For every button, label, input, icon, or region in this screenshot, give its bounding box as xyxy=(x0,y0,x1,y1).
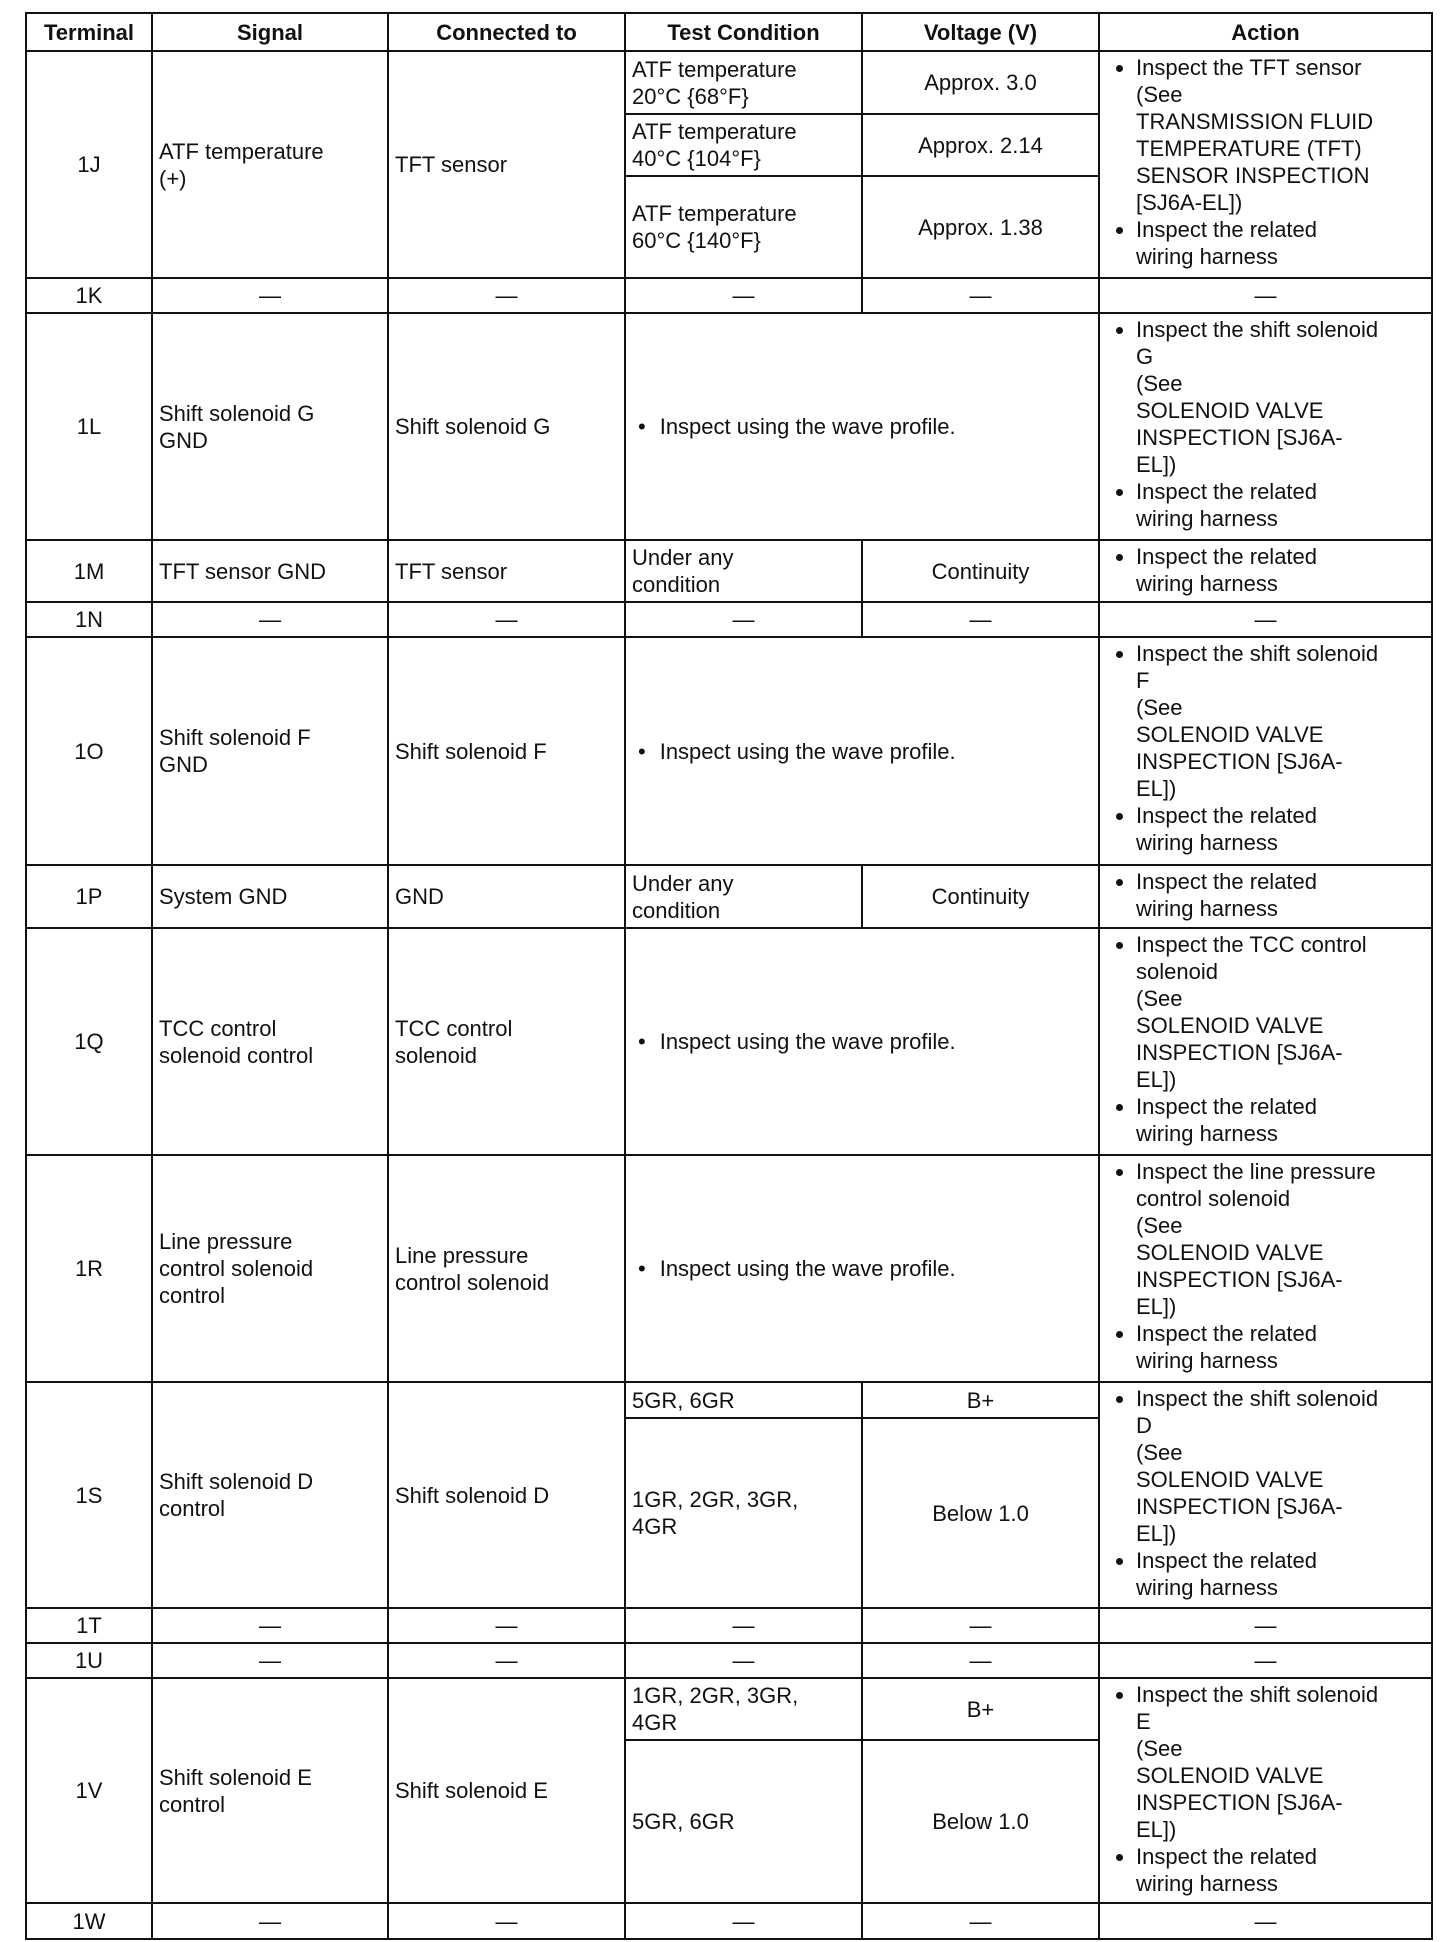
voltage-cell: Approx. 1.38 xyxy=(862,176,1099,278)
header-terminal: Terminal xyxy=(26,13,152,51)
terminal-cell: 1J xyxy=(26,51,152,278)
connected-to-cell: Shift solenoid D xyxy=(388,1382,625,1608)
action-list xyxy=(1106,868,1425,922)
action-cell xyxy=(1099,928,1432,1155)
signal-cell: Shift solenoid D control xyxy=(152,1382,388,1608)
test-condition-cell: ATF temperature 60°C {140°F} xyxy=(625,176,862,278)
table-row xyxy=(26,865,1432,928)
test-condition-cell: ATF temperature 20°C {68°F} xyxy=(625,51,862,114)
terminal-cell: 1K xyxy=(26,278,152,313)
table-row xyxy=(26,1903,1432,1939)
test-condition-cell xyxy=(625,313,1099,540)
terminal-cell: 1S xyxy=(26,1382,152,1608)
bullet-icon: • xyxy=(638,738,646,764)
terminal-cell: 1T xyxy=(26,1608,152,1643)
action-cell: — xyxy=(1099,602,1432,637)
action-cell xyxy=(1099,637,1432,865)
voltage-cell: — xyxy=(862,1903,1099,1939)
voltage-cell: Below 1.0 xyxy=(862,1740,1099,1903)
action-item: • Inspect the TFT sensor (See TRANSMISSION FLUID TEMPERATURE (TFT) SENSOR INSPECTION [SJ6A-EL]) xyxy=(1136,54,1425,216)
signal-cell: TFT sensor GND xyxy=(152,540,388,602)
voltage-cell: Continuity xyxy=(862,865,1099,928)
table-row xyxy=(26,540,1432,602)
test-condition-cell xyxy=(625,637,1099,865)
connected-to-cell: Shift solenoid F xyxy=(388,637,625,865)
voltage-cell: B+ xyxy=(862,1382,1099,1418)
terminal-cell: 1P xyxy=(26,865,152,928)
test-condition-cell: — xyxy=(625,278,862,313)
table-row xyxy=(26,928,1432,1155)
header-voltage: Voltage (V) xyxy=(862,13,1099,51)
test-condition-cell: 1GR, 2GR, 3GR, 4GR xyxy=(625,1678,862,1740)
test-condition-cell: — xyxy=(625,1643,862,1678)
action-list xyxy=(1106,1158,1425,1374)
header-signal: Signal xyxy=(152,13,388,51)
voltage-cell: — xyxy=(862,1643,1099,1678)
action-item: • Inspect the shift solenoid E (See SOLENOID VALVE INSPECTION [SJ6A- EL]) xyxy=(1136,1681,1425,1843)
test-condition-cell: 5GR, 6GR xyxy=(625,1382,862,1418)
test-condition-cell: 1GR, 2GR, 3GR, 4GR xyxy=(625,1418,862,1608)
wave-profile-text: Inspect using the wave profile. xyxy=(659,1256,956,1281)
wave-profile-text: Inspect using the wave profile. xyxy=(659,738,956,764)
action-item: • Inspect the related wiring harness xyxy=(1136,1093,1425,1147)
action-list xyxy=(1106,316,1425,532)
table-row xyxy=(26,1643,1432,1678)
voltage-cell: B+ xyxy=(862,1678,1099,1740)
action-cell xyxy=(1099,1155,1432,1382)
terminal-table xyxy=(25,12,1433,1940)
connected-to-cell: Shift solenoid G xyxy=(388,313,625,540)
terminal-cell: 1U xyxy=(26,1643,152,1678)
action-item: • Inspect the related wiring harness xyxy=(1136,802,1425,856)
header-row xyxy=(26,13,1432,51)
signal-cell: TCC control solenoid control xyxy=(152,928,388,1155)
action-list xyxy=(1106,640,1425,856)
test-condition-cell: — xyxy=(625,1608,862,1643)
terminal-cell: 1V xyxy=(26,1678,152,1903)
connected-to-cell: Line pressure control solenoid xyxy=(388,1155,625,1382)
action-item: • Inspect the TCC control solenoid (See SOLENOID VALVE INSPECTION [SJ6A- EL]) xyxy=(1136,931,1425,1093)
action-cell xyxy=(1099,1678,1432,1903)
action-cell xyxy=(1099,540,1432,602)
action-cell xyxy=(1099,865,1432,928)
action-list xyxy=(1106,1681,1425,1897)
voltage-cell: Continuity xyxy=(862,540,1099,602)
voltage-cell: Below 1.0 xyxy=(862,1418,1099,1608)
terminal-cell: 1O xyxy=(26,637,152,865)
signal-cell: Shift solenoid G GND xyxy=(152,313,388,540)
wave-profile-text: Inspect using the wave profile. xyxy=(659,1029,956,1054)
table-row xyxy=(26,313,1432,540)
test-condition-cell: ATF temperature 40°C {104°F} xyxy=(625,114,862,176)
signal-cell: — xyxy=(152,278,388,313)
connected-to-cell: GND xyxy=(388,865,625,928)
action-cell: — xyxy=(1099,278,1432,313)
table-row xyxy=(26,278,1432,313)
connected-to-cell: Shift solenoid E xyxy=(388,1678,625,1903)
connected-to-cell: — xyxy=(388,602,625,637)
signal-cell: System GND xyxy=(152,865,388,928)
table-row xyxy=(26,1155,1432,1382)
header-test-condition: Test Condition xyxy=(625,13,862,51)
table-row xyxy=(26,1382,1432,1418)
signal-cell: — xyxy=(152,1608,388,1643)
action-list xyxy=(1106,931,1425,1147)
table-row xyxy=(26,1678,1432,1740)
test-condition-cell xyxy=(625,1155,1099,1382)
signal-cell: — xyxy=(152,602,388,637)
action-cell xyxy=(1099,51,1432,278)
action-list xyxy=(1106,54,1425,270)
header-connected-to: Connected to xyxy=(388,13,625,51)
action-item: • Inspect the line pressure control solenoid (See SOLENOID VALVE INSPECTION [SJ6A- EL]) xyxy=(1136,1158,1425,1320)
table-row xyxy=(26,51,1432,114)
action-item: • Inspect the related wiring harness xyxy=(1136,1547,1425,1601)
action-item: • Inspect the related wiring harness xyxy=(1136,868,1425,922)
action-cell: — xyxy=(1099,1643,1432,1678)
test-condition-cell xyxy=(625,928,1099,1155)
connected-to-cell: — xyxy=(388,1903,625,1939)
table-row xyxy=(26,1608,1432,1643)
voltage-cell: Approx. 3.0 xyxy=(862,51,1099,114)
voltage-cell: Approx. 2.14 xyxy=(862,114,1099,176)
terminal-cell: 1L xyxy=(26,313,152,540)
terminal-cell: 1R xyxy=(26,1155,152,1382)
action-cell xyxy=(1099,1382,1432,1608)
voltage-cell: — xyxy=(862,602,1099,637)
signal-cell: ATF temperature (+) xyxy=(152,51,388,278)
terminal-cell: 1N xyxy=(26,602,152,637)
signal-cell: Line pressure control solenoid control xyxy=(152,1155,388,1382)
action-item: • Inspect the shift solenoid G (See SOLENOID VALVE INSPECTION [SJ6A- EL]) xyxy=(1136,316,1425,478)
terminal-cell: 1M xyxy=(26,540,152,602)
action-list xyxy=(1106,543,1425,597)
action-item: • Inspect the related wiring harness xyxy=(1136,216,1425,270)
bullet-icon: • xyxy=(638,414,646,439)
connected-to-cell: TFT sensor xyxy=(388,51,625,278)
terminal-cell: 1W xyxy=(26,1903,152,1939)
test-condition-cell: — xyxy=(625,1903,862,1939)
action-cell xyxy=(1099,313,1432,540)
action-item: • Inspect the related wiring harness xyxy=(1136,1843,1425,1897)
action-list xyxy=(1106,1385,1425,1601)
test-condition-cell: Under any condition xyxy=(625,865,862,928)
test-condition-cell: 5GR, 6GR xyxy=(625,1740,862,1903)
connected-to-cell: TCC control solenoid xyxy=(388,928,625,1155)
signal-cell: — xyxy=(152,1903,388,1939)
action-item: • Inspect the related wiring harness xyxy=(1136,1320,1425,1374)
test-condition-cell: Under any condition xyxy=(625,540,862,602)
voltage-cell: — xyxy=(862,1608,1099,1643)
signal-cell: Shift solenoid F GND xyxy=(152,637,388,865)
bullet-icon: • xyxy=(638,1256,646,1281)
terminal-cell: 1Q xyxy=(26,928,152,1155)
signal-cell: — xyxy=(152,1643,388,1678)
wave-profile-text: Inspect using the wave profile. xyxy=(659,414,956,439)
table-row xyxy=(26,602,1432,637)
connected-to-cell: — xyxy=(388,278,625,313)
signal-cell: Shift solenoid E control xyxy=(152,1678,388,1903)
table-row xyxy=(26,637,1432,865)
test-condition-cell: — xyxy=(625,602,862,637)
action-item: • Inspect the shift solenoid D (See SOLENOID VALVE INSPECTION [SJ6A- EL]) xyxy=(1136,1385,1425,1547)
action-cell: — xyxy=(1099,1608,1432,1643)
action-cell: — xyxy=(1099,1903,1432,1939)
connected-to-cell: — xyxy=(388,1643,625,1678)
header-action: Action xyxy=(1099,13,1432,51)
connected-to-cell: — xyxy=(388,1608,625,1643)
action-item: • Inspect the shift solenoid F (See SOLENOID VALVE INSPECTION [SJ6A- EL]) xyxy=(1136,640,1425,802)
action-item: • Inspect the related wiring harness xyxy=(1136,543,1425,597)
voltage-cell: — xyxy=(862,278,1099,313)
connected-to-cell: TFT sensor xyxy=(388,540,625,602)
action-item: • Inspect the related wiring harness xyxy=(1136,478,1425,532)
bullet-icon: • xyxy=(638,1029,646,1054)
